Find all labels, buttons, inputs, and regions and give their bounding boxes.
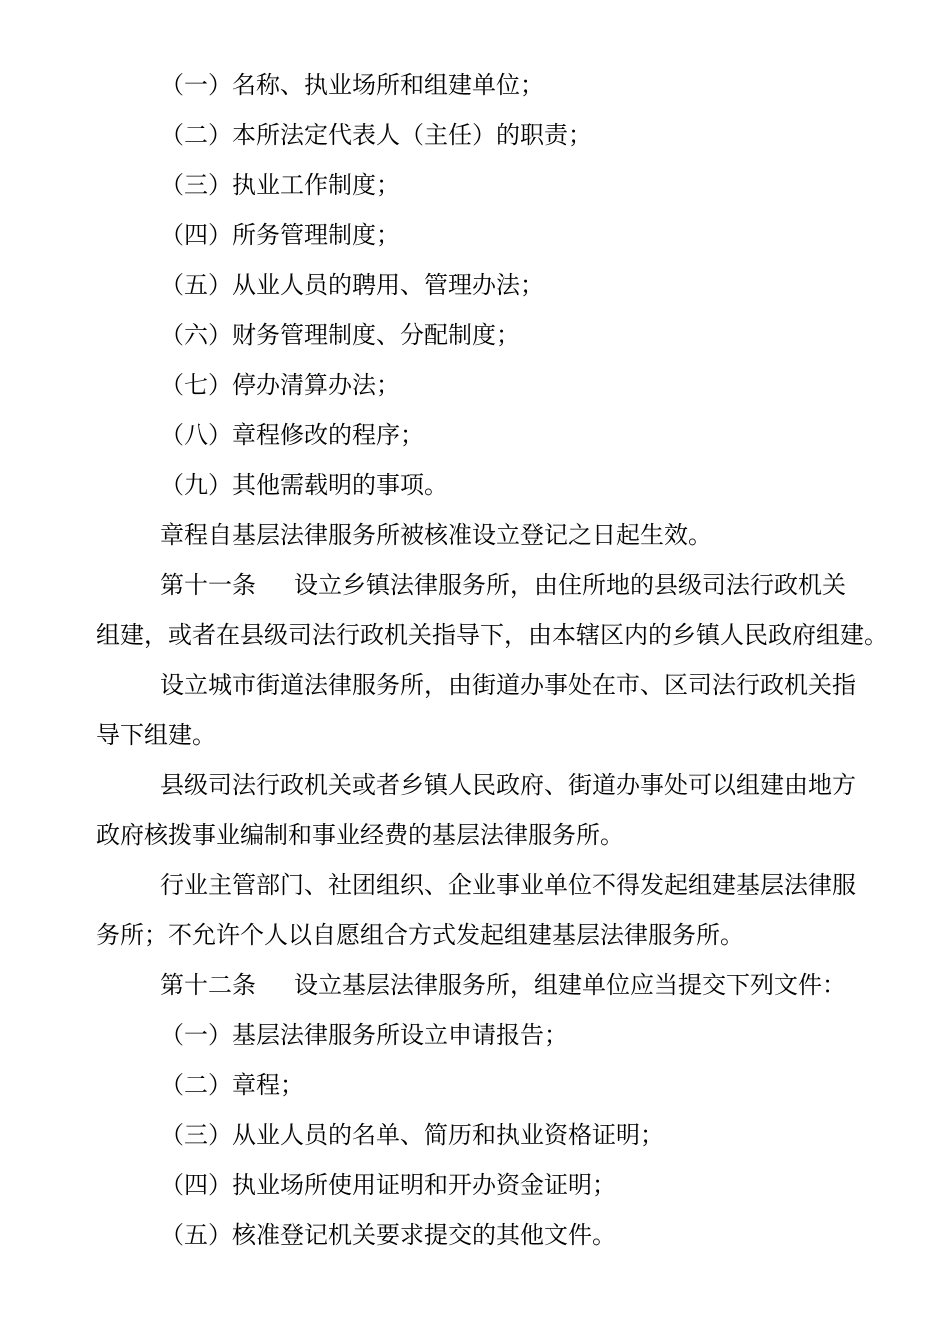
article-11-heading-line (96, 568, 940, 602)
article-12-item: （五）核准登记机关要求提交的其他文件。 (160, 1221, 616, 1249)
charter-item: （六）财务管理制度、分配制度； (160, 321, 520, 349)
charter-item: （九）其他需载明的事项。 (160, 471, 448, 499)
article-11-number: 第十一条 (160, 571, 256, 599)
charter-item: （四）所务管理制度； (160, 221, 400, 249)
article-12-number: 第十二条 (160, 971, 256, 999)
charter-item: （一）名称、执业场所和组建单位； (160, 71, 544, 99)
charter-item: （七）停办清算办法； (160, 371, 400, 399)
charter-item: （八）章程修改的程序； (160, 421, 424, 449)
charter-effective-paragraph: 章程自基层法律服务所被核准设立登记之日起生效。 (160, 521, 712, 549)
article-12-item: （三）从业人员的名单、简历和执业资格证明； (160, 1121, 664, 1149)
article-12-item: （一）基层法律服务所设立申请报告； (160, 1021, 568, 1049)
charter-item: （三）执业工作制度； (160, 171, 400, 199)
article-11-paragraph-4: 行业主管部门、社团组织、企业事业单位不得发起组建基层法律服 (160, 871, 856, 899)
charter-item: （二）本所法定代表人（主任）的职责； (160, 121, 592, 149)
article-12-item: （二）章程； (160, 1071, 304, 1099)
article-11-paragraph-2-continued: 导下组建。 (96, 721, 216, 749)
article-11-text: 设立乡镇法律服务所，由住所地的县级司法行政机关 (294, 571, 846, 599)
charter-item: （五）从业人员的聘用、管理办法； (160, 271, 544, 299)
article-11-paragraph-3: 县级司法行政机关或者乡镇人民政府、街道办事处可以组建由地方 (160, 771, 856, 799)
article-12-item: （四）执业场所使用证明和开办资金证明； (160, 1171, 616, 1199)
article-12-heading-line (96, 968, 940, 1002)
article-11-paragraph-2: 设立城市街道法律服务所，由街道办事处在市、区司法行政机关指 (160, 671, 856, 699)
article-11-text-continued: 组建，或者在县级司法行政机关指导下，由本辖区内的乡镇人民政府组建。 (96, 621, 888, 649)
article-12-intro: 设立基层法律服务所，组建单位应当提交下列文件： (294, 971, 846, 999)
article-11-paragraph-3-continued: 政府核拨事业编制和事业经费的基层法律服务所。 (96, 821, 624, 849)
article-11-paragraph-4-continued: 务所；不允许个人以自愿组合方式发起组建基层法律服务所。 (96, 921, 744, 949)
